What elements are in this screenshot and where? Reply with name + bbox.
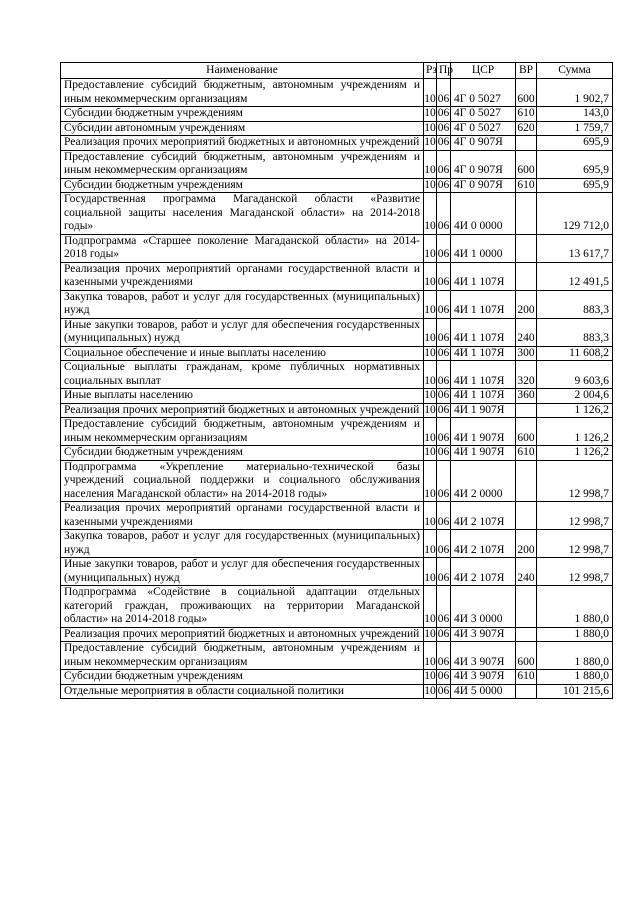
cell-csr: 4И 1 107Я [451, 290, 516, 318]
cell-name: Социальное обеспечение и иные выплаты населению [61, 346, 424, 361]
cell-rz: 10 [424, 121, 436, 134]
cell-sum: 1 880,0 [537, 642, 613, 670]
cell-pr: 06 [437, 627, 450, 640]
table-row [61, 150, 613, 178]
cell-csr: 4Г 0 5027 [451, 79, 516, 107]
cell-vr [516, 234, 537, 262]
cell-name: Закупка товаров, работ и услуг для государственных (муниципальных) нужд [61, 530, 424, 558]
cell-vr: 600 [516, 642, 537, 670]
cell-sum: 695,9 [537, 178, 613, 193]
cell-sum: 129 712,0 [537, 193, 613, 235]
cell-csr: 4И 1 107Я [451, 346, 516, 361]
cell-name: Предоставление субсидий бюджетным, автономным учреждениям и иным некоммерческим организациям [61, 150, 424, 178]
cell-name: Подпрограмма «Укрепление материально-технической базы учреждений социальной поддержки и социального обслуживания населения Магаданской области» на 2014-2018 годы» [61, 460, 424, 502]
cell-name: Субсидии бюджетным учреждениям [61, 670, 424, 685]
table-row [61, 558, 613, 586]
cell-name: Реализация прочих мероприятий бюджетных и автономных учреждений [61, 136, 424, 151]
cell-vr [516, 586, 537, 628]
table-row [61, 361, 613, 389]
cell-rz: 10 [424, 150, 437, 178]
cell-vr [516, 136, 537, 151]
cell-sum: 1 126,2 [537, 446, 613, 461]
cell-rz: 10 [424, 107, 436, 119]
cell-sum: 12 491,5 [537, 262, 613, 290]
cell-sum: 13 617,7 [537, 234, 613, 262]
table-body [61, 79, 613, 699]
table-row [61, 627, 613, 642]
cell-sum: 883,3 [537, 318, 613, 346]
cell-name: Субсидии автономным учреждениям [61, 121, 424, 136]
cell-rz: 10 [424, 530, 437, 558]
table-row [61, 418, 613, 446]
table-row [61, 121, 613, 136]
cell-csr: 4И 2 107Я [451, 502, 516, 530]
table-row [61, 178, 613, 193]
cell-csr: 4И 1 107Я [451, 361, 516, 389]
table-row [61, 193, 613, 235]
cell-vr: 610 [517, 107, 535, 119]
cell-sum: 695,9 [537, 136, 613, 151]
cell-pr: 06 [437, 460, 451, 502]
cell-sum: 1 880,0 [537, 627, 613, 642]
cell-csr: 4И 2 107Я [451, 558, 516, 586]
cell-name: Иные закупки товаров, работ и услуг для обеспечения государственных (муниципальных) нужд [61, 558, 424, 586]
cell-name: Отдельные мероприятия в области социальной политики [61, 684, 424, 699]
cell-name: Подпрограмма «Содействие в социальной адаптации отдельных категорий граждан, проживающих на территории Магаданской области» на 2014-2018 годы» [61, 586, 424, 628]
header-csr: ЦСР [451, 63, 516, 79]
cell-sum: 11 608,2 [537, 346, 613, 361]
cell-csr: 4Г 0 907Я [451, 150, 516, 178]
cell-vr [516, 684, 537, 699]
cell-pr: 06 [437, 234, 451, 262]
cell-pr: 06 [437, 403, 450, 416]
cell-pr: 06 [437, 346, 450, 359]
cell-name: Реализация прочих мероприятий органами государственной власти и казенными учреждениями [61, 502, 424, 530]
budget-table [60, 62, 613, 699]
cell-vr: 200 [516, 530, 537, 558]
cell-vr: 360 [517, 389, 535, 401]
cell-csr: 4И 1 0000 [451, 234, 516, 262]
cell-sum: 12 998,7 [537, 558, 613, 586]
cell-vr [516, 502, 537, 530]
cell-csr: 4И 3 0000 [451, 586, 516, 628]
cell-csr: 4И 0 0000 [451, 193, 516, 235]
table-row [61, 318, 613, 346]
cell-rz: 10 [424, 684, 436, 697]
table-row [61, 670, 613, 685]
cell-rz: 10 [424, 403, 436, 416]
header-rz: Рз [424, 63, 437, 79]
cell-sum: 9 603,6 [537, 361, 613, 389]
cell-rz: 10 [424, 79, 437, 107]
cell-vr: 320 [516, 361, 537, 389]
cell-vr: 600 [516, 418, 537, 446]
cell-name: Реализация прочих мероприятий бюджетных и автономных учреждений [61, 403, 424, 418]
table-row [61, 136, 613, 151]
table-row [61, 403, 613, 418]
cell-pr: 06 [437, 361, 451, 389]
cell-name: Реализация прочих мероприятий органами государственной власти и казенными учреждениями [61, 262, 424, 290]
cell-sum: 2 004,6 [537, 389, 613, 404]
table-row [61, 79, 613, 107]
cell-sum: 143,0 [537, 107, 613, 122]
cell-rz: 10 [424, 178, 436, 191]
cell-sum: 12 998,7 [537, 502, 613, 530]
cell-pr: 06 [437, 530, 451, 558]
cell-vr [516, 403, 537, 418]
cell-csr: 4И 1 107Я [451, 318, 516, 346]
cell-vr: 600 [516, 79, 537, 107]
cell-vr: 240 [516, 558, 537, 586]
cell-csr: 4И 3 907Я [451, 627, 516, 642]
cell-rz: 10 [424, 642, 437, 670]
cell-sum: 1 880,0 [537, 670, 613, 685]
cell-csr: 4И 1 107Я [451, 389, 516, 404]
table-row [61, 502, 613, 530]
cell-rz: 10 [424, 346, 436, 359]
cell-rz: 10 [424, 290, 437, 318]
cell-pr: 06 [437, 79, 451, 107]
cell-rz: 10 [424, 670, 436, 682]
cell-rz: 10 [424, 193, 437, 235]
cell-rz: 10 [424, 262, 437, 290]
cell-vr: 240 [516, 318, 537, 346]
cell-pr: 06 [437, 121, 450, 134]
cell-rz: 10 [424, 318, 437, 346]
cell-name: Закупка товаров, работ и услуг для государственных (муниципальных) нужд [61, 290, 424, 318]
cell-rz: 10 [424, 586, 437, 628]
table-row [61, 107, 613, 122]
table-row [61, 530, 613, 558]
cell-name: Предоставление субсидий бюджетным, автономным учреждениям и иным некоммерческим организациям [61, 418, 424, 446]
table-row [61, 389, 613, 404]
cell-sum: 1 126,2 [537, 418, 613, 446]
cell-vr: 610 [517, 446, 535, 458]
cell-rz: 10 [424, 234, 437, 262]
cell-vr [516, 262, 537, 290]
cell-csr: 4Г 0 5027 [451, 121, 516, 136]
cell-name: Иные закупки товаров, работ и услуг для обеспечения государственных (муниципальных) нужд [61, 318, 424, 346]
cell-csr: 4И 2 0000 [451, 460, 516, 502]
cell-name: Иные выплаты населению [61, 389, 424, 404]
table-row [61, 234, 613, 262]
cell-csr: 4И 1 907Я [451, 446, 516, 461]
cell-csr: 4И 3 907Я [451, 642, 516, 670]
cell-rz: 10 [424, 446, 436, 458]
header-pr: Пр [437, 63, 451, 79]
table-row [61, 346, 613, 361]
cell-pr: 06 [437, 642, 451, 670]
cell-sum: 883,3 [537, 290, 613, 318]
cell-pr: 06 [437, 586, 451, 628]
cell-vr [516, 193, 537, 235]
header-name: Наименование [61, 63, 424, 79]
cell-vr: 620 [517, 121, 535, 134]
header-sum: Сумма [537, 63, 613, 79]
cell-sum: 1 902,7 [537, 79, 613, 107]
cell-vr [516, 627, 537, 642]
cell-pr: 06 [437, 262, 451, 290]
table-row [61, 460, 613, 502]
cell-rz: 10 [424, 361, 437, 389]
cell-csr: 4И 5 0000 [451, 684, 516, 699]
table-row [61, 586, 613, 628]
cell-pr: 06 [437, 136, 450, 148]
table-row [61, 262, 613, 290]
header-vr: ВР [516, 63, 537, 79]
cell-name: Подпрограмма «Старшее поколение Магаданской области» на 2014-2018 годы» [61, 234, 424, 262]
cell-pr: 06 [437, 150, 451, 178]
cell-rz: 10 [424, 502, 437, 530]
cell-name: Субсидии бюджетным учреждениям [61, 178, 424, 193]
cell-csr: 4Г 0 907Я [451, 136, 516, 151]
table-row [61, 290, 613, 318]
table-header-row [61, 63, 613, 79]
cell-pr: 06 [437, 670, 450, 682]
cell-vr: 610 [517, 670, 535, 682]
cell-pr: 06 [437, 502, 451, 530]
cell-csr: 4Г 0 907Я [451, 178, 516, 193]
cell-pr: 06 [437, 684, 450, 697]
cell-name: Реализация прочих мероприятий бюджетных и автономных учреждений [61, 627, 424, 642]
cell-vr: 300 [517, 346, 535, 359]
cell-rz: 10 [424, 460, 437, 502]
cell-rz: 10 [424, 627, 436, 640]
table-row [61, 684, 613, 699]
cell-pr: 06 [437, 193, 451, 235]
cell-pr: 06 [437, 446, 450, 458]
cell-name: Государственная программа Магаданской области «Развитие социальной защиты населения Магаданской области» на 2014-2018 годы» [61, 193, 424, 235]
cell-vr: 200 [516, 290, 537, 318]
cell-csr: 4И 2 107Я [451, 530, 516, 558]
cell-sum: 12 998,7 [537, 530, 613, 558]
cell-sum: 12 998,7 [537, 460, 613, 502]
cell-pr: 06 [437, 290, 451, 318]
table-row [61, 446, 613, 461]
cell-vr [516, 460, 537, 502]
cell-rz: 10 [424, 418, 437, 446]
cell-vr: 600 [516, 150, 537, 178]
cell-csr: 4И 3 907Я [451, 670, 516, 685]
cell-name: Предоставление субсидий бюджетным, автономным учреждениям и иным некоммерческим организациям [61, 642, 424, 670]
cell-rz: 10 [424, 558, 437, 586]
cell-pr: 06 [437, 178, 450, 191]
cell-sum: 101 215,6 [537, 684, 613, 699]
cell-pr: 06 [437, 418, 451, 446]
cell-name: Предоставление субсидий бюджетным, автономным учреждениям и иным некоммерческим организациям [61, 79, 424, 107]
cell-vr: 610 [517, 178, 535, 191]
cell-sum: 1 126,2 [537, 403, 613, 418]
cell-pr: 06 [437, 389, 450, 401]
cell-name: Субсидии бюджетным учреждениям [61, 107, 424, 122]
cell-pr: 06 [437, 558, 451, 586]
cell-sum: 1 880,0 [537, 586, 613, 628]
table-row [61, 642, 613, 670]
cell-name: Субсидии бюджетным учреждениям [61, 446, 424, 461]
cell-sum: 695,9 [537, 150, 613, 178]
cell-pr: 06 [437, 318, 451, 346]
cell-sum: 1 759,7 [537, 121, 613, 136]
cell-rz: 10 [424, 136, 436, 148]
cell-name: Социальные выплаты гражданам, кроме публичных нормативных социальных выплат [61, 361, 424, 389]
cell-csr: 4И 1 907Я [451, 418, 516, 446]
cell-csr: 4Г 0 5027 [451, 107, 516, 122]
cell-rz: 10 [424, 389, 436, 401]
cell-pr: 06 [437, 107, 450, 119]
cell-csr: 4И 1 907Я [451, 403, 516, 418]
cell-csr: 4И 1 107Я [451, 262, 516, 290]
